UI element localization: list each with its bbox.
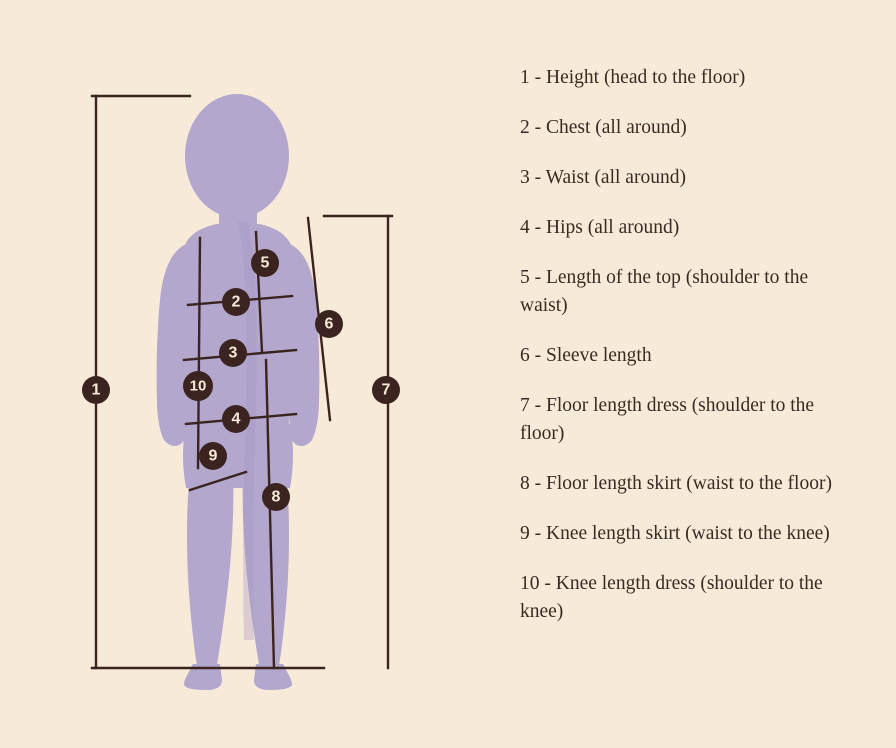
marker-6-label: 6 [324, 315, 334, 333]
marker-5 [251, 249, 279, 277]
legend-item: 5 - Length of the top (shoulder to the waist) [520, 267, 809, 316]
marker-1 [82, 376, 110, 404]
legend-list [520, 64, 880, 704]
marker-10-label: 10 [189, 377, 207, 395]
legend-item: 10 - Knee length dress (shoulder to the knee) [520, 573, 823, 622]
child-silhouette [157, 94, 320, 690]
legend-item: 8 - Floor length skirt (waist to the floor) [520, 473, 832, 494]
marker-7 [372, 376, 400, 404]
legend-item: 3 - Waist (all around) [520, 167, 686, 188]
legend-item: 7 - Floor length dress (shoulder to the floor) [520, 395, 815, 444]
marker-10 [183, 371, 213, 401]
legend-item: 9 - Knee length skirt (waist to the knee) [520, 523, 830, 544]
marker-5-label: 5 [260, 254, 270, 272]
marker-7-label: 7 [381, 381, 391, 399]
marker-8-label: 8 [271, 488, 281, 506]
marker-3-label: 3 [228, 344, 238, 362]
marker-9 [199, 442, 227, 470]
marker-3 [219, 339, 247, 367]
legend-item: 4 - Hips (all around) [520, 217, 680, 238]
marker-9-label: 9 [208, 447, 218, 465]
marker-6 [315, 310, 343, 338]
legend-item: 6 - Sleeve length [520, 345, 652, 366]
marker-8 [262, 483, 290, 511]
marker-2 [222, 288, 250, 316]
marker-4-label: 4 [231, 410, 241, 428]
marker-1-label: 1 [91, 381, 101, 399]
legend-item: 1 - Height (head to the floor) [520, 67, 746, 88]
marker-4 [222, 405, 250, 433]
marker-2-label: 2 [231, 293, 241, 311]
legend-item: 2 - Chest (all around) [520, 117, 687, 138]
